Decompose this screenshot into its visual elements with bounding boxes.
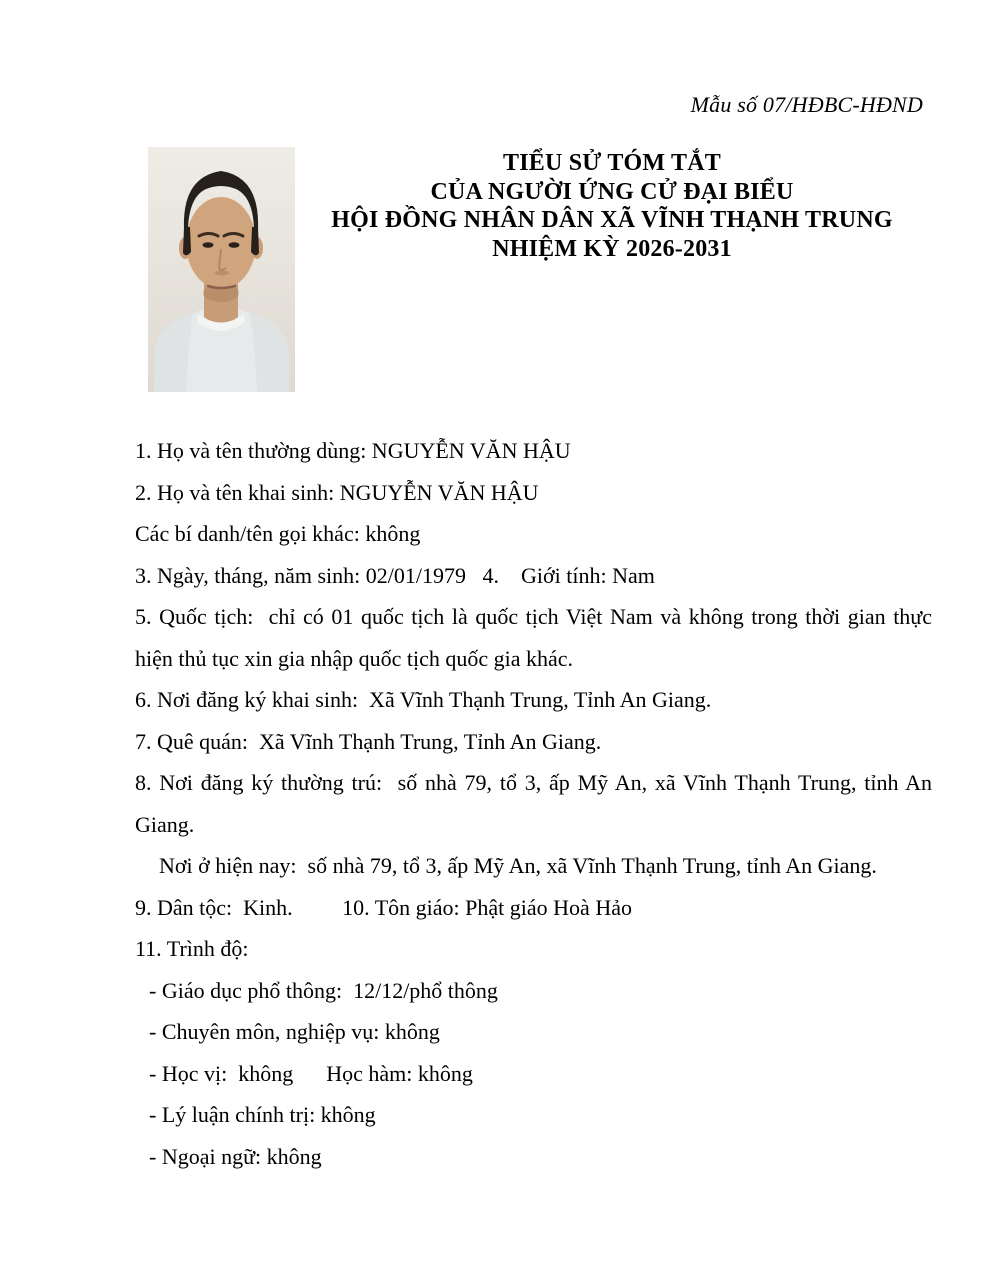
field-common-name: 1. Họ và tên thường dùng: NGUYỄN VĂN HẬU (135, 438, 571, 463)
field-birthdate-gender: 3. Ngày, tháng, năm sinh: 02/01/1979 4. Giới tính: Nam (135, 562, 655, 588)
field-academic-degree-title: - Học vị: không Học hàm: không (149, 1060, 473, 1086)
document-title-line-4: NHIỆM KỲ 2026-2031 (492, 235, 732, 262)
form-number: Mẫu số 07/HĐBC-HĐND (690, 92, 923, 117)
field-nationality: 5. Quốc tịch: chỉ có 01 quốc tịch là quốc tịch Việt Nam và không trong thời gian thực hiện thủ tục xin gia nhập quốc tịch quốc gia khác. (135, 604, 938, 671)
photo-eye-right (229, 242, 240, 248)
field-general-education: - Giáo dục phổ thông: 12/12/phổ thông (149, 977, 498, 1003)
document-title-line-1: TIỂU SỬ TÓM TẮT (503, 150, 721, 176)
document-title (302, 149, 922, 263)
field-permanent-residence: 8. Nơi đăng ký thường trú: số nhà 79, tổ 3, ấp Mỹ An, xã Vĩnh Thạnh Trung, tỉnh An Giang. (135, 770, 938, 837)
field-education-level: 11. Trình độ: (135, 936, 249, 961)
document-title-line-3: HỘI ĐỒNG NHÂN DÂN XÃ VĨNH THẠNH TRUNG (331, 207, 893, 233)
field-birth-name: 2. Họ và tên khai sinh: NGUYỄN VĂN HẬU (135, 479, 539, 505)
field-birth-registration-place: 6. Nơi đăng ký khai sinh: Xã Vĩnh Thạnh Trung, Tỉnh An Giang. (135, 687, 712, 712)
field-foreign-language: - Ngoại ngữ: không (149, 1143, 322, 1169)
field-aliases: Các bí danh/tên gọi khác: không (135, 521, 421, 546)
field-current-residence: Nơi ở hiện nay: số nhà 79, tổ 3, ấp Mỹ An, xã Vĩnh Thạnh Trung, tỉnh An Giang. (159, 853, 877, 878)
field-ethnicity-religion: 9. Dân tộc: Kinh. 10. Tôn giáo: Phật giáo Hoà Hảo (135, 894, 632, 920)
field-political-theory: - Lý luận chính trị: không (149, 1102, 376, 1127)
biography-fields (135, 430, 938, 1177)
field-professional-qualification: - Chuyên môn, nghiệp vụ: không (149, 1019, 440, 1044)
photo-eye-left (203, 242, 214, 248)
document-title-line-2: CỦA NGƯỜI ỨNG CỬ ĐẠI BIỂU (430, 178, 794, 205)
field-hometown: 7. Quê quán: Xã Vĩnh Thạnh Trung, Tỉnh An Giang. (135, 728, 602, 754)
candidate-photo (148, 147, 295, 392)
